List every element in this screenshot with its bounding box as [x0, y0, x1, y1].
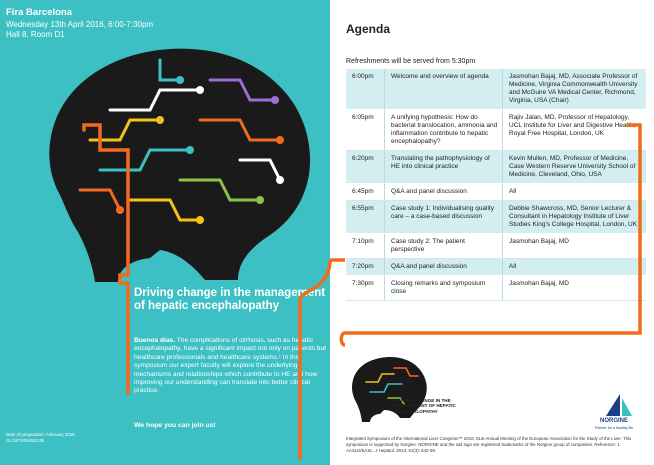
- refreshments-note: Refreshments will be served from 5:30pm: [346, 58, 476, 65]
- agenda-speaker: Jasmohan Bajaj, MD: [502, 234, 646, 258]
- intro-body: The complications of cirrhosis, such as hepatic encephalopathy, have a significant impact not only on patients but healthcare professionals and healthcare systems.¹ In this symposium our expert faculty will explore the underlying mechanisms and relationships which contribute to HE and how improving our understanding can translate into better clinical practice.: [134, 337, 326, 395]
- agenda-row: [346, 259, 646, 276]
- agenda-time: 6:20pm: [352, 155, 374, 162]
- agenda-table: [346, 69, 646, 301]
- agenda-speaker: Debbie Shawcross, MD, Senior Lecturer & Consultant in Hepatology Institute of Liver Studies King's College Hospital, London, UK: [502, 201, 646, 233]
- agenda-row: [346, 184, 646, 201]
- agenda-time: 6:00pm: [352, 73, 374, 80]
- venue-title: Fira Barcelona: [6, 7, 72, 18]
- mini-caption: DRIVING CHANGE IN THE MANAGEMENT OF HEPATIC ENCEPHALOPATHY: [394, 398, 456, 414]
- agenda-speaker: Rajiv Jalan, MD, Professor of Hepatology, UCL Institute for Liver and Digestive Health, Royal Free Hospital, London, UK: [502, 110, 646, 150]
- logo-tagline: Partner for a healthy life: [594, 426, 634, 430]
- agenda-time: 6:45pm: [352, 188, 374, 195]
- agenda-speaker: All: [502, 184, 646, 200]
- mini-brain-logo: [344, 352, 434, 434]
- sail-icon: [582, 392, 646, 418]
- agenda-row: [346, 69, 646, 110]
- headline: Driving change in the management of hepatic encephalopathy: [134, 287, 326, 312]
- agenda-time: 6:55pm: [352, 205, 374, 212]
- agenda-time: 6:05pm: [352, 114, 374, 121]
- agenda-speaker: Jasmohan Bajaj, MD: [502, 276, 646, 300]
- agenda-topic: Q&A and panel discussion: [384, 259, 502, 275]
- agenda-speaker: Kevin Mullen, MD, Professor of Medicine, Case Western Reserve University School of Medicine, Cleveland, Ohio, USA: [502, 151, 646, 183]
- intro-lead: Buenos días.: [134, 337, 176, 344]
- agenda-row: [346, 234, 646, 259]
- agenda-topic: Translating the pathophysiology of HE into clinical practice: [384, 151, 502, 183]
- agenda-topic: Closing remarks and symposium close: [384, 276, 502, 300]
- norgine-logo: [582, 392, 646, 432]
- agenda-topic: Welcome and overview of agenda: [384, 69, 502, 109]
- agenda-row: [346, 151, 646, 184]
- closing-line: We hope you can join us!: [134, 422, 216, 429]
- venue-date: Wednesday 13th April 2016, 6:00-7:30pm: [6, 20, 154, 29]
- agenda-speaker: All: [502, 259, 646, 275]
- agenda-row: [346, 201, 646, 234]
- intro-paragraph: [134, 337, 326, 396]
- agenda-speaker: Jasmohan Bajaj, MD, Associate Professor of Medicine, Virginia Commonwealth University and McGuire VA Medical Center, Richmond, Virginia, USA (Chair): [502, 69, 646, 109]
- right-panel: [330, 0, 654, 465]
- agenda-row: [346, 276, 646, 301]
- footer-text: Integrated Symposium of the International Liver Congress™ 2016, 51st Annual Meeting of the European Association for the Study of the Liver. This symposium is supported by Norgine. NORGINE and the sail logo are registered trademarks of the Norgine group of companies. Reference: 1. AASLD/EASL. J Hepatol. 2014; 61(3): 642-59.: [346, 436, 632, 453]
- agenda-topic: Q&A and panel discussion: [384, 184, 502, 200]
- agenda-topic: Case study 1: Individualising quality care – a case-based discussion: [384, 201, 502, 233]
- preparation-note: Date of preparation: February 2016. GL/XIF/2016/0013b: [6, 432, 76, 443]
- agenda-time: 7:30pm: [352, 280, 374, 287]
- agenda-topic: A unifying hypothesis: How do bacterial translocation, ammonia and inflammation contribute to hepatic encephalopathy?: [384, 110, 502, 150]
- agenda-topic: Case study 2: The patient perspective: [384, 234, 502, 258]
- agenda-title: Agenda: [346, 22, 391, 36]
- venue-room: Hall 8, Room D1: [6, 30, 65, 39]
- agenda-time: 7:10pm: [352, 238, 374, 245]
- logo-name: NORGINE: [599, 418, 628, 424]
- agenda-row: [346, 110, 646, 151]
- agenda-time: 7:20pm: [352, 263, 374, 270]
